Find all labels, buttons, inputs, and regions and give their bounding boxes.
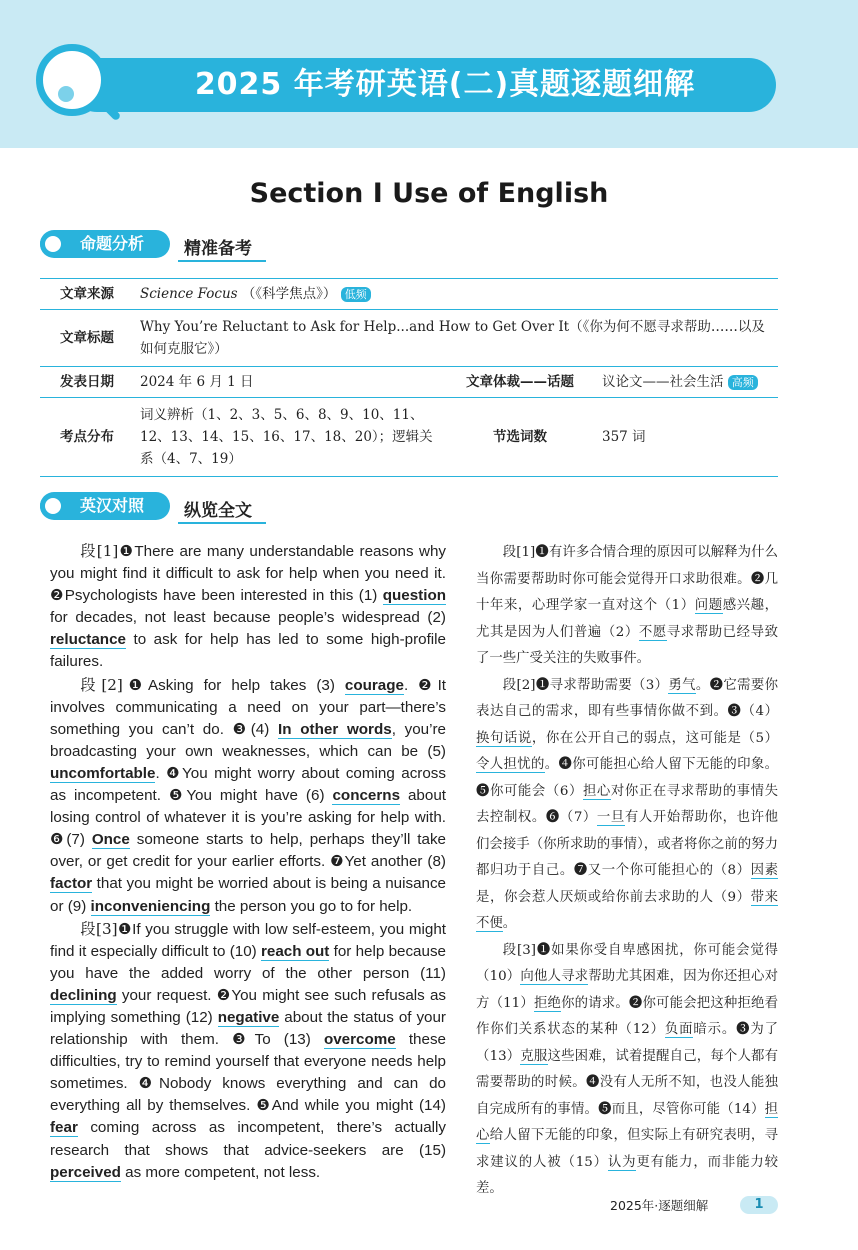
answer-word: 不愿 [638, 624, 667, 640]
text: 。❷它需要你表达自己的需求，即有些事情你做不到。❸（4） [476, 677, 779, 719]
english-column [50, 540, 446, 1184]
table-row [40, 398, 778, 477]
answer-word: courage [344, 676, 404, 694]
answer-word: 向他人寻求 [520, 969, 589, 984]
text: 帮助尤其困难，因为你还担心对方（11） [476, 969, 779, 1011]
answer-word: 问题 [694, 598, 723, 613]
paragraph-marker: 段[1] [502, 545, 536, 560]
source-cn: （《科学焦点》） [241, 286, 337, 302]
table-row [40, 310, 778, 367]
part2-label: 英汉对照 [40, 492, 170, 520]
text: ，你在公开自己的弱点，这可能是（5） [531, 730, 778, 746]
text: 感兴趣，尤其是因为人们普遍（2） [476, 598, 779, 640]
part2-subtitle: 纵览全文 [184, 501, 252, 521]
answer-word: 负面 [664, 1022, 694, 1037]
text: your request. ❷You might see such refusals as implying something (12) [50, 986, 446, 1026]
chinese-paragraph-3 [476, 938, 778, 1203]
frequency-badge: 高频 [728, 375, 758, 390]
text: 是，你会惹人厌烦或给你前去求助的人（9） [476, 889, 751, 905]
source-cell [134, 279, 778, 310]
answer-word: 换句话说 [476, 730, 532, 746]
genre-label: 文章体裁——话题 [444, 367, 596, 398]
answer-word: reach out [260, 942, 330, 960]
text: ❶There are many understandable reasons why you might find it difficult to ask for help when you need it. [50, 543, 447, 583]
text: about losing control of whatever it is you’re asking for help with. ❻(7) [50, 787, 446, 849]
answer-word: factor [50, 875, 93, 893]
english-paragraph-2 [50, 674, 446, 918]
words-value: 357 词 [596, 398, 778, 477]
answer-word: 担心 [582, 783, 611, 799]
text: , you’re broadcasting your own weaknesses, which can be (5) [50, 720, 446, 760]
answer-word: uncomfortable [50, 764, 156, 782]
text: ❶Asking for help takes (3) [122, 676, 345, 694]
page-title: 2025 年考研英语(二)真题逐题细解 [194, 67, 696, 102]
answer-word: 一旦 [596, 810, 625, 825]
text: ❶有许多合情合理的原因可以解释为什么当你需要帮助时你可能会觉得开口求助很难。❷几十年来，心理学家一直对这个（1） [476, 545, 779, 613]
text: 暗示。❸为了（13） [476, 1022, 779, 1064]
text: . ❷It involves communicating a need on your part—there’s something you can’t do. ❸(4) [50, 676, 447, 738]
table-row [40, 279, 778, 310]
genre-value: 议论文——社会生活 [602, 374, 724, 390]
paragraph-marker: 段[2] [80, 675, 123, 694]
text: 你的请求。❷你可能会把这种拒绝看作你们关系状态的某种（12） [476, 995, 779, 1037]
answer-word: 带来不便 [476, 889, 778, 931]
words-label: 节选词数 [444, 398, 596, 477]
english-paragraph-3 [50, 918, 446, 1184]
paragraph-marker: 段[2] [502, 677, 536, 693]
magnifier-icon [40, 493, 66, 519]
answer-word: 因素 [750, 863, 778, 878]
part1-underline [178, 260, 266, 262]
points-label: 考点分布 [40, 398, 134, 477]
text: . ❹You might worry about coming across as incompetent. ❺You might have (6) [50, 764, 446, 805]
section-title: Section I Use of English [249, 178, 609, 209]
frequency-badge: 低频 [341, 287, 371, 302]
answer-word: 勇气 [668, 677, 696, 693]
source-value: Science Focus [140, 286, 238, 302]
answer-word: concerns [332, 787, 401, 805]
text: 有人开始帮助你，也许他们会接手（你所求助的事情），或者将你之前的努力都归功于自己。❼又一个你可能担心的（8） [476, 810, 778, 878]
magnifier-icon [36, 44, 108, 116]
chinese-paragraph-1 [476, 540, 778, 673]
chinese-column [476, 540, 778, 1203]
text: the person you go to for help. [210, 897, 413, 915]
part2-underline [178, 522, 266, 524]
text: these difficulties, try to remind yourself that everyone needs help sometimes. ❹Nobody knows everything and can do everything all by themselves. ❺And while you might (14) [50, 1031, 446, 1115]
page-number: 1 [740, 1196, 778, 1214]
text: ❶If you struggle with low self-esteem, you might find it especially difficult to (10) [50, 920, 447, 960]
text: for help because you have the added worry of the other person (11) [50, 942, 446, 982]
answer-word: fear [50, 1119, 78, 1137]
answer-word: 拒绝 [533, 995, 562, 1011]
text: 对你正在寻求帮助的事情失去控制权。❻（7） [476, 783, 779, 825]
text: to ask for help has led to some high-profile failures. [50, 631, 446, 671]
table-row [40, 367, 778, 398]
answer-word: question [382, 587, 446, 605]
answer-word: declining [50, 986, 117, 1004]
answer-word: 令人担忧的 [476, 757, 545, 772]
text: 。 [502, 916, 517, 931]
genre-cell [596, 367, 778, 398]
answer-word: 认为 [607, 1154, 637, 1170]
text: as more competent, not less. [120, 1163, 321, 1181]
text: 更有能力，而非能力较差。 [476, 1154, 779, 1196]
answer-word: inconveniencing [90, 897, 211, 915]
date-value: 2024 年 6 月 1 日 [134, 367, 444, 398]
source-label: 文章来源 [40, 279, 134, 310]
info-table [40, 278, 778, 477]
text: ❶寻求帮助需要（3） [535, 677, 669, 693]
text: for decades, not least because people’s widespread (2) [50, 609, 446, 627]
part1-subtitle: 精准备考 [184, 239, 252, 259]
chinese-paragraph-2 [476, 673, 778, 938]
text: that you might be worried about is being a nuisance or (9) [50, 875, 446, 915]
text: ❶如果你受自卑感困扰，你可能会觉得（10） [476, 942, 778, 984]
text: ❷Psychologists have been interested in this (1) [50, 587, 383, 605]
answer-word: Once [91, 831, 130, 849]
answer-word: 克服 [520, 1048, 548, 1064]
text: 寻求帮助已经导致了一些广受关注的失败事件。 [476, 624, 778, 666]
paragraph-marker: 段[1] [80, 542, 119, 560]
answer-word: 担心 [476, 1101, 778, 1143]
text: 。❹你可能担心给人留下无能的印象。❺你可能会（6） [476, 757, 779, 799]
answer-word: perceived [50, 1163, 121, 1181]
english-paragraph-1 [50, 540, 446, 674]
answer-word: In other words [278, 720, 392, 738]
magnifier-glint [58, 86, 74, 102]
answer-word: reluctance [50, 631, 126, 649]
date-label: 发表日期 [40, 367, 134, 398]
answer-word: overcome [323, 1031, 396, 1049]
answer-word: negative [217, 1008, 280, 1026]
title-label: 文章标题 [40, 310, 134, 367]
text: someone starts to help, perhaps they’ll take over, or get credit for your earlier efforts. ❼Yet another (8) [50, 831, 446, 871]
part1-label: 命题分析 [40, 230, 170, 258]
paragraph-marker: 段[3] [502, 942, 536, 958]
points-value: 词义辨析（1、2、3、5、6、8、9、10、11、12、13、14、15、16、17、18、20）；逻辑关系（4、7、19） [134, 398, 444, 477]
text: about the status of your relationship with them. ❸To (13) [50, 1008, 446, 1049]
title-value: Why You’re Reluctant to Ask for Help...and How to Get Over It（《你为何不愿寻求帮助……以及如何克服它》） [134, 310, 778, 367]
text: 给人留下无能的印象，但实际上有研究表明，寻求建议的人被（15） [476, 1128, 779, 1170]
paragraph-marker: 段[3] [80, 919, 118, 938]
footer-text: 2025年·逐题细解 [610, 1198, 709, 1213]
magnifier-icon [40, 231, 66, 257]
text: 这些困难，试着提醒自己，每个人都有需要帮助的时候。❹没有人无所不知，也没人能独自完成所有的事情。❺而且，尽管你可能（14） [476, 1048, 778, 1117]
text: coming across as incompetent, there’s actually research that shows that advice-seekers are (15) [50, 1119, 446, 1159]
